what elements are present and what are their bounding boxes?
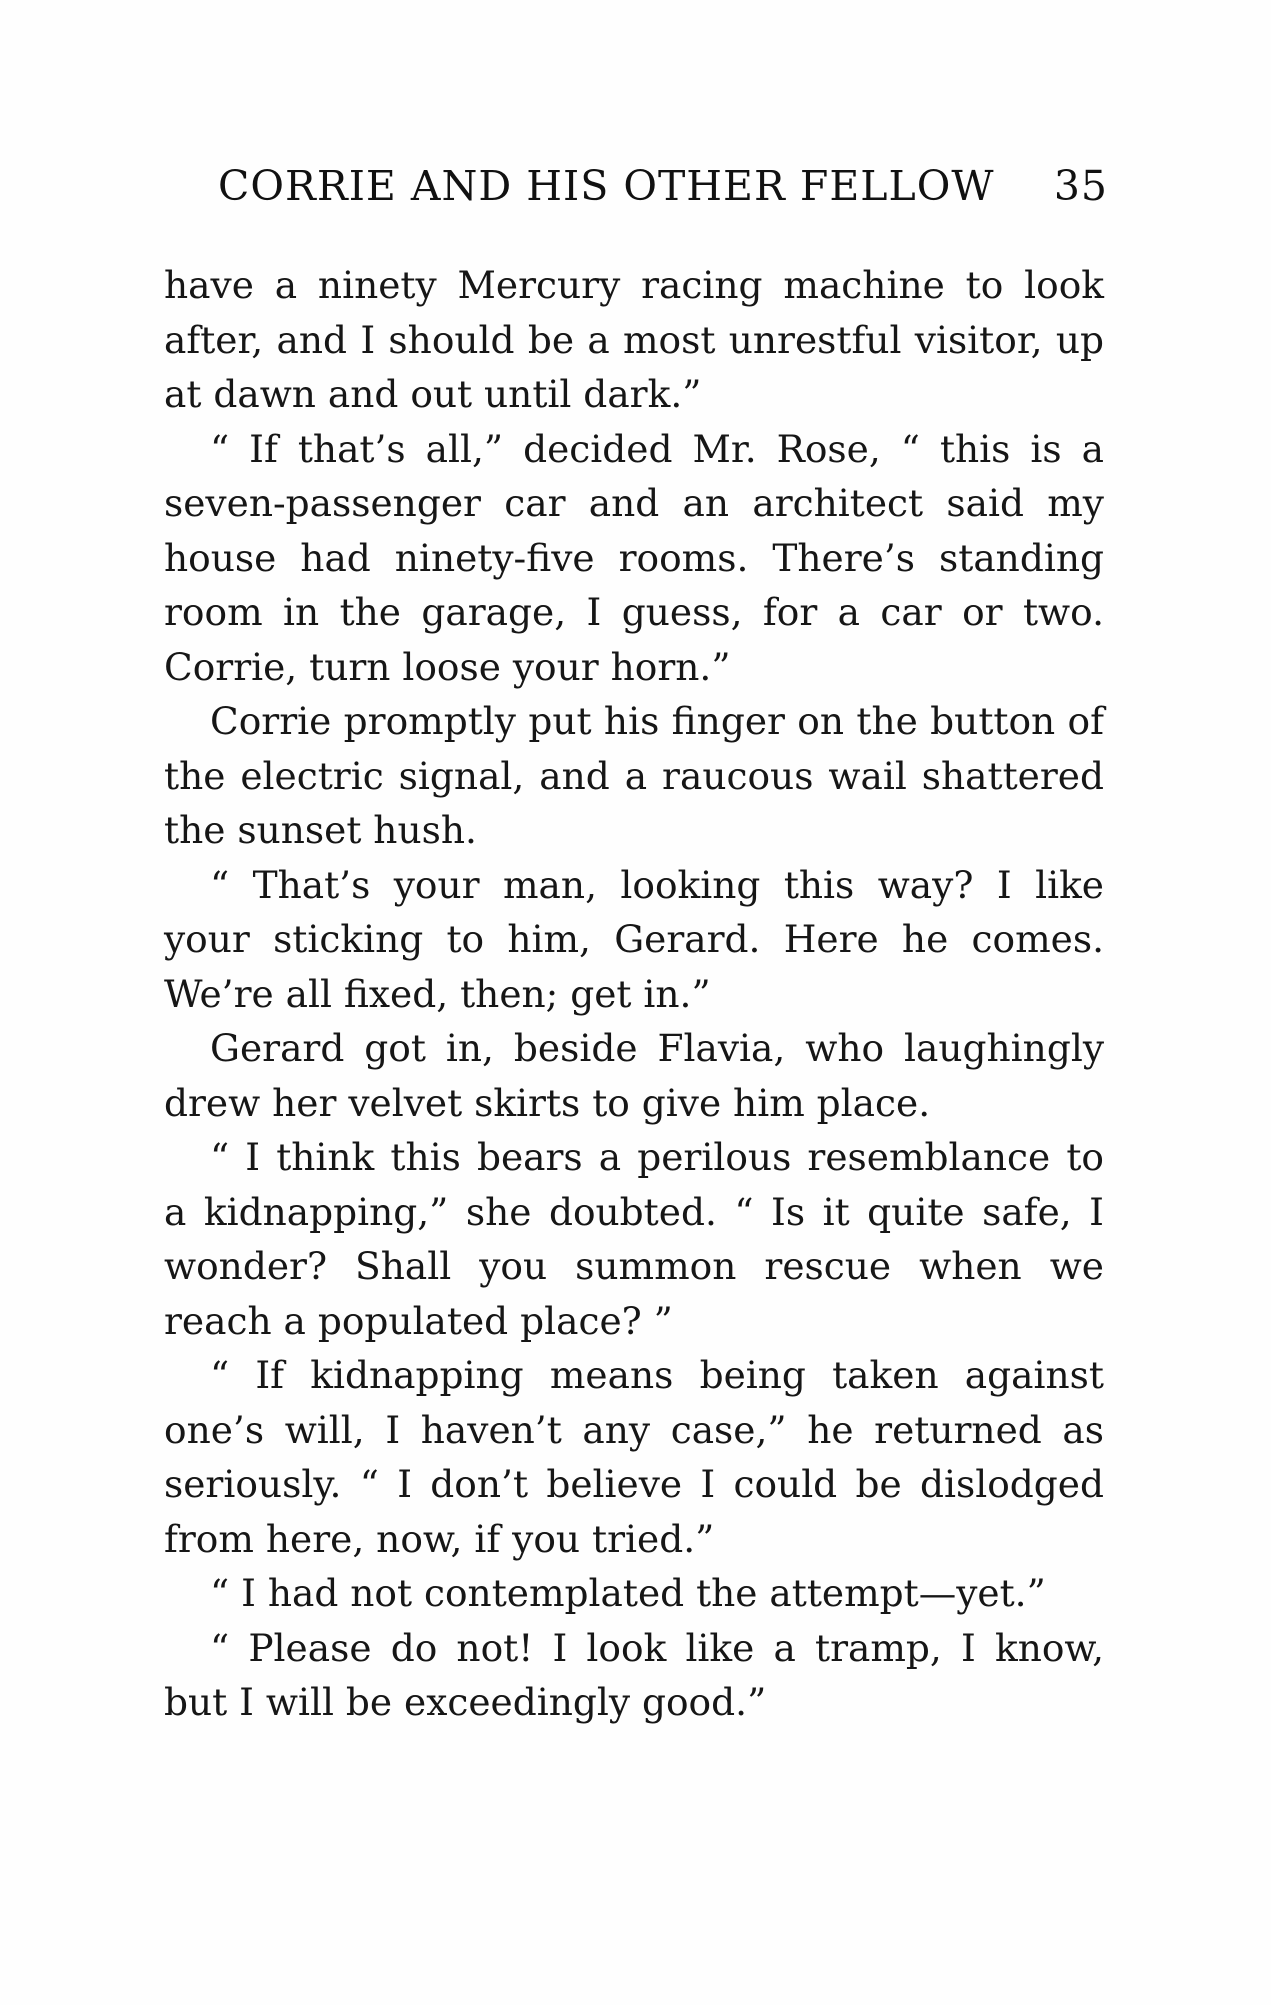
page-number: 35 (1053, 162, 1108, 210)
running-header (218, 162, 1108, 222)
paragraph: “ If that’s all,” decided Mr. Rose, “ this is a seven-passenger car and an architect said my house had ninety-five rooms. There’s standing room in the garage, I guess, for a car or two. Corrie, turn loose your horn.” (164, 426, 1104, 689)
running-title: CORRIE AND HIS OTHER FELLOW (218, 162, 995, 210)
paragraph: have a ninety Mercury racing machine to look after, and I should be a most unrestful visitor, up at dawn and out until dark.” (164, 263, 1104, 416)
body-text (164, 258, 1104, 1730)
paragraph: “ That’s your man, looking this way? I like your sticking to him, Gerard. Here he comes. We’re all fixed, then; get in.” (164, 862, 1104, 1016)
paragraph: “ Please do not! I look like a tramp, I know, but I will be exceedingly good.” (164, 1625, 1104, 1724)
paragraph: Gerard got in, beside Flavia, who laughingly drew her velvet skirts to give him place. (164, 1026, 1104, 1125)
paragraph: Corrie promptly put his finger on the button of the electric signal, and a raucous wail shattered the sunset hush. (164, 699, 1104, 852)
paragraph: “ I had not contemplated the attempt—yet.” (210, 1571, 1046, 1615)
paragraph: “ I think this bears a perilous resemblance to a kidnapping,” she doubted. “ Is it quite safe, I wonder? Shall you summon rescue when we reach a populated place? ” (164, 1135, 1104, 1343)
paragraph: “ If kidnapping means being taken against one’s will, I haven’t any case,” he returned as seriously. “ I don’t believe I could be dislodged from here, now, if you tried.” (164, 1353, 1104, 1561)
